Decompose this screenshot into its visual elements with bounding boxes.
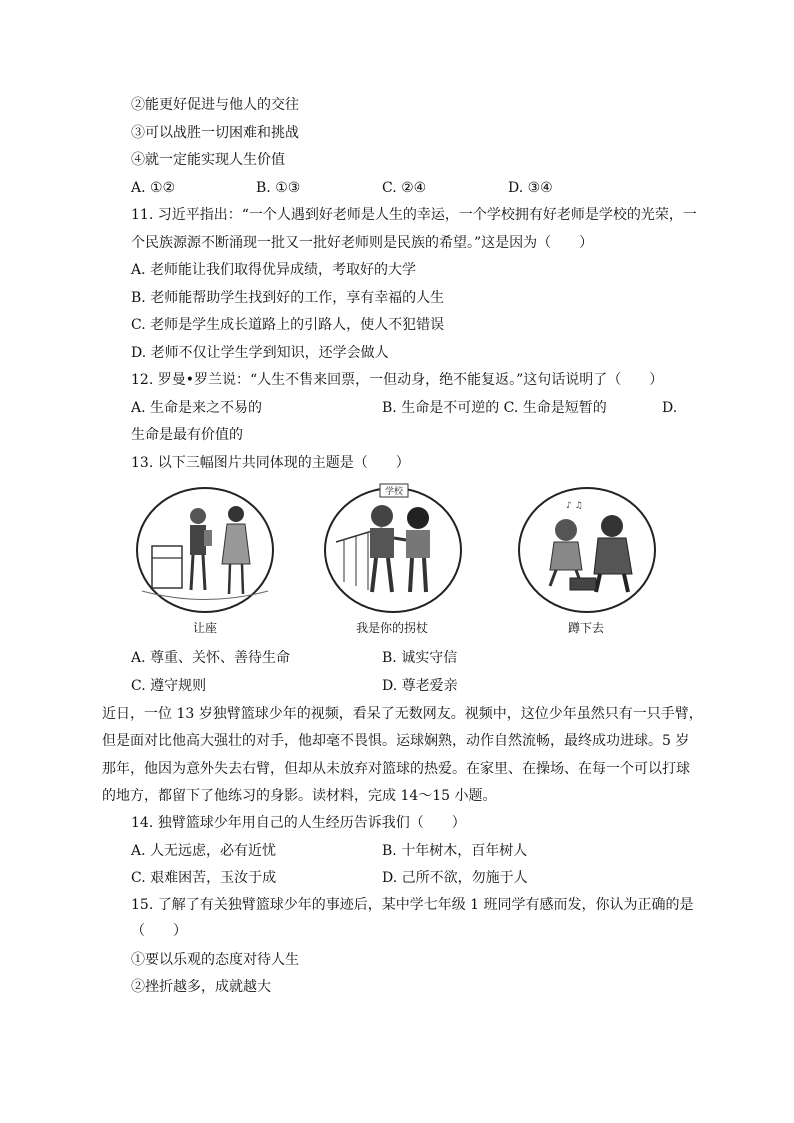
passage-line-3: 那年，他因为意外失去右臂，但却从未放弃对篮球的热爱。在家里、在操场、在每一个可以打球	[102, 761, 690, 777]
caption-1: 让座	[192, 621, 217, 635]
q10-item-4: ④就一定能实现人生价值	[131, 152, 285, 168]
caption-2: 我是你的拐杖	[355, 621, 428, 635]
q10-item-2: ②能更好促进与他人的交往	[131, 97, 299, 113]
q10-option-b: B. ①③	[256, 180, 301, 196]
q14-option-a: A. 人无远虑，必有近忧	[131, 843, 277, 859]
school-sign-text: 学校	[384, 487, 404, 497]
picture-squat-down	[516, 486, 658, 614]
q11-option-b: B. 老师能帮助学生找到好的工作，享有幸福的人生	[131, 290, 445, 306]
q13-option-b: B. 诚实守信	[382, 650, 458, 666]
q13-option-a: A. 尊重、关怀、善待生命	[131, 650, 291, 666]
svg-text:♪ ♫: ♪ ♫	[566, 501, 583, 511]
q12-option-a: A. 生命是来之不易的	[131, 400, 263, 416]
passage-line-2: 但是面对比他高大强壮的对手，他却毫不畏惧。运球娴熟，动作自然流畅，最终成功进球。5 岁	[102, 733, 690, 749]
picture-i-am-your-crutch	[322, 482, 464, 614]
q13-option-d: D. 尊老爱亲	[382, 678, 458, 694]
q10-option-c: C. ②④	[382, 180, 427, 196]
q15-stem-line1: 15. 了解了有关独臂篮球少年的事迹后，某中学七年级 1 班同学有感而发，你认为正确的是	[131, 897, 694, 913]
q13-option-c: C. 遵守规则	[131, 678, 207, 694]
q10-option-d: D. ③④	[508, 180, 553, 196]
q11-option-a: A. 老师能让我们取得优异成绩，考取好的大学	[131, 262, 417, 278]
caption-3: 蹲下去	[567, 621, 604, 635]
passage-line-1: 近日，一位 13 岁独臂篮球少年的视频，看呆了无数网友。视频中，这位少年虽然只有一只手臂，	[102, 706, 703, 722]
q12-option-d-prefix: D.	[662, 400, 678, 416]
q15-stem-line2: （ ）	[131, 923, 187, 939]
q11-stem-line1: 11. 习近平指出：“一个人遇到好老师是人生的幸运，一个学校拥有好老师是学校的光荣，一	[131, 207, 697, 223]
q14-option-d: D. 己所不欲，勿施于人	[382, 870, 528, 886]
q11-option-d: D. 老师不仅让学生学到知识，还学会做人	[131, 345, 389, 361]
q10-option-a: A. ①②	[131, 180, 176, 196]
q14-option-b: B. 十年树木，百年树人	[382, 843, 528, 859]
picture-give-up-seat	[134, 486, 276, 614]
q12-option-d-text: 生命是最有价值的	[131, 427, 243, 443]
q14-option-c: C. 艰难困苦，玉汝于成	[131, 870, 277, 886]
q12-option-bc: B. 生命是不可逆的 C. 生命是短暂的	[382, 400, 607, 416]
q10-item-3: ③可以战胜一切困难和挑战	[131, 125, 299, 141]
q11-stem-line2: 个民族源源不断涌现一批又一批好老师则是民族的希望。”这是因为（ ）	[131, 235, 594, 251]
q11-option-c: C. 老师是学生成长道路上的引路人，使人不犯错误	[131, 317, 445, 333]
passage-line-4: 的地方，都留下了他练习的身影。读材料，完成 14～15 小题。	[102, 788, 497, 804]
q15-item-1: ①要以乐观的态度对待人生	[131, 952, 299, 968]
q15-item-2: ②挫折越多，成就越大	[131, 979, 271, 995]
q13-stem: 13. 以下三幅图片共同体现的主题是（ ）	[131, 455, 410, 471]
q12-stem: 12. 罗曼•罗兰说：“人生不售来回票，一但动身，绝不能复返。”这句话说明了（ ）	[131, 372, 664, 388]
q14-stem: 14. 独臂篮球少年用自己的人生经历告诉我们（ ）	[131, 815, 466, 831]
